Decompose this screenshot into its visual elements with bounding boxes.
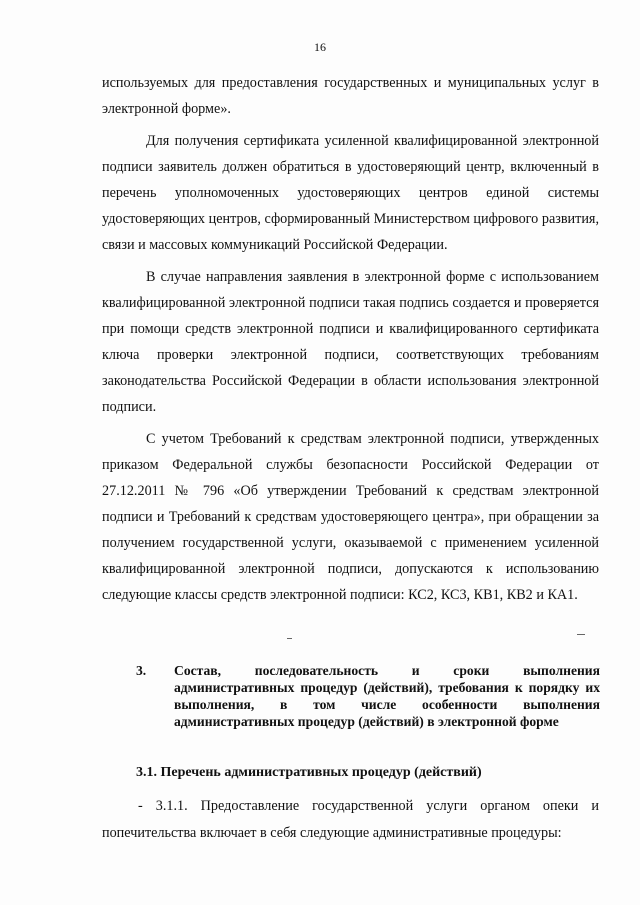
- paragraph-procedures: - 3.1.1. Предоставление государственной услуги органом опеки и попечительства включает в себя следующие административные процедуры:: [102, 798, 599, 841]
- scan-artifact: [577, 634, 585, 635]
- final-paragraph-block: [102, 793, 599, 847]
- scan-artifact: [287, 638, 292, 639]
- paragraph-continuation: используемых для предоставления государственных и муниципальных услуг в электронной форме».: [102, 75, 599, 117]
- paragraph-certificate: Для получения сертификата усиленной квалифицированной электронной подписи заявитель должен обратиться в удостоверяющий центр, включенный в перечень уполномоченных удостоверяющих центров единой системы удостоверяющих центров, сформированный Министерством цифрового развития, связи и массовых коммуникаций Российской Федерации.: [102, 133, 599, 253]
- section-title: Состав, последовательность и сроки выполнения административных процедур (действий), требования к порядку их выполнения, в том числе особенности выполнения административных процедур (действий) в электронной форме: [174, 663, 600, 729]
- paragraph-signature-classes: С учетом Требований к средствам электронной подписи, утвержденных приказом Федеральной службы безопасности Российской Федерации от 27.12.2011 № 796 «Об утверждении Требований к средствам электронной подписи и Требований к средствам удостоверяющего центра», при обращении за получением государственной услуги, оказываемой с применением усиленной квалифицированной электронной подписи, допускаются к использованию следующие классы средств электронной подписи: КС2, КС3, КВ1, КВ2 и КА1.: [102, 431, 599, 603]
- paragraph-electronic-application: В случае направления заявления в электронной форме с использованием квалифицированной электронной подписи такая подпись создается и проверяется при помощи средств электронной подписи и квалифицированного сертификата ключа проверки электронной подписи, соответствующих требованиям законодательства Российской Федерации в области использования электронной подписи.: [102, 269, 599, 415]
- section-number: 3.: [136, 663, 147, 678]
- body-text: [102, 70, 599, 608]
- subsection-heading: 3.1. Перечень административных процедур (действий): [136, 765, 482, 780]
- section-heading: [136, 662, 600, 730]
- page-number: 16: [314, 40, 326, 54]
